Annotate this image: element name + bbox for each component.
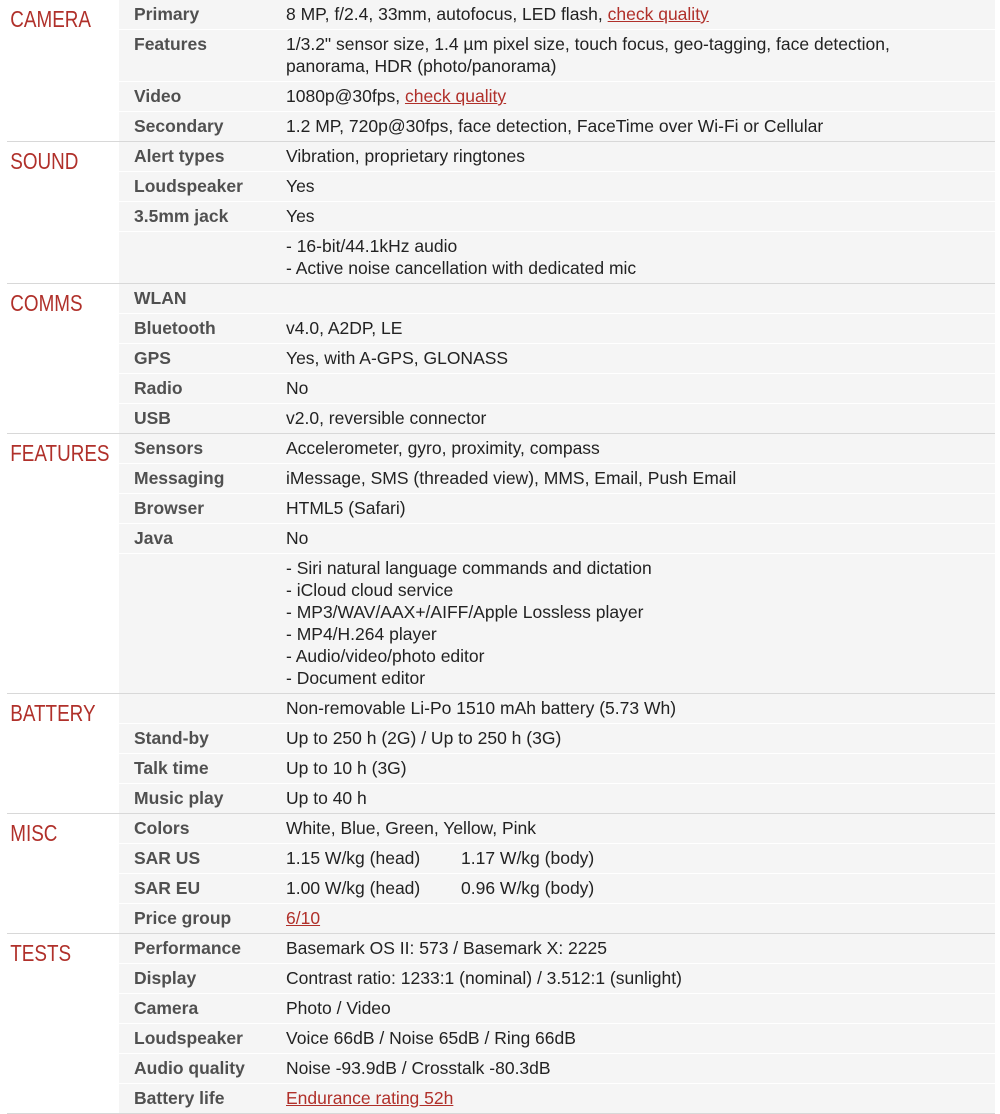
spec-section-tests: [7, 934, 995, 1114]
spec-row-talk-time: [119, 754, 995, 784]
section-rows: [119, 142, 995, 283]
spec-key: [119, 232, 271, 283]
spec-value: [271, 964, 995, 993]
spec-value-text: No: [286, 528, 309, 548]
6-10-link[interactable]: 6/10: [286, 908, 321, 928]
spec-row-sar-eu: [119, 874, 995, 904]
spec-key: Display: [134, 968, 197, 988]
spec-section-sound: [7, 142, 995, 284]
spec-value: [271, 284, 995, 313]
spec-section-battery: [7, 694, 995, 814]
spec-value-line: panorama, HDR (photo/panorama): [286, 56, 557, 76]
spec-value-text: 8 MP, f/2.4, 33mm, autofocus, LED flash,: [286, 4, 608, 24]
spec-key: Features: [134, 34, 207, 54]
spec-value-text: 1.2 MP, 720p@30fps, face detection, FaceTime over Wi-Fi or Cellular: [286, 116, 824, 136]
spec-value-text: Basemark OS II: 573 / Basemark X: 2225: [286, 938, 607, 958]
spec-value-text: Up to 250 h (2G) / Up to 250 h (3G): [286, 728, 562, 748]
spec-value: [271, 934, 995, 963]
spec-key: SAR US: [134, 848, 201, 868]
spec-value-line: 1/3.2" sensor size, 1.4 µm pixel size, touch focus, geo-tagging, face detection,: [286, 34, 890, 54]
spec-value: [271, 374, 995, 403]
spec-row-gps: [119, 344, 995, 374]
sar-body-value: 0.96 W/kg (body): [461, 878, 595, 898]
spec-value-text: Up to 40 h: [286, 788, 367, 808]
spec-value: [271, 1024, 995, 1053]
section-heading: FEATURES: [10, 440, 110, 466]
spec-value-text: Up to 10 h (3G): [286, 758, 407, 778]
spec-row-browser: [119, 494, 995, 524]
section-rows: [119, 934, 995, 1113]
section-rows: [119, 434, 995, 693]
spec-row-primary: [119, 0, 995, 30]
spec-row-3-5mm-jack: [119, 202, 995, 232]
spec-key: Primary: [134, 4, 200, 24]
section-rows: [119, 284, 995, 433]
spec-value: [271, 724, 995, 753]
spec-value-text: Contrast ratio: 1233:1 (nominal) / 3.512:1 (sunlight): [286, 968, 682, 988]
spec-row-note: [119, 694, 995, 724]
check-quality-link[interactable]: check quality: [607, 4, 709, 24]
spec-key: Battery life: [134, 1088, 225, 1108]
spec-value: [271, 434, 995, 463]
spec-value-text: Noise -93.9dB / Crosstalk -80.3dB: [286, 1058, 551, 1078]
spec-value: [271, 314, 995, 343]
spec-row-colors: [119, 814, 995, 844]
spec-value-text: Vibration, proprietary ringtones: [286, 146, 525, 166]
spec-key: Loudspeaker: [134, 1028, 243, 1048]
spec-key: Colors: [134, 818, 190, 838]
spec-section-comms: [7, 284, 995, 434]
spec-value-text: iMessage, SMS (threaded view), MMS, Email, Push Email: [286, 468, 737, 488]
spec-key: SAR EU: [134, 878, 201, 898]
section-heading: TESTS: [10, 940, 72, 966]
section-heading: SOUND: [10, 148, 79, 174]
spec-value-text: v2.0, reversible connector: [286, 408, 487, 428]
spec-key: USB: [134, 408, 171, 428]
spec-value: [271, 784, 995, 813]
spec-value: [271, 494, 995, 523]
spec-value: [271, 1084, 995, 1113]
sar-head-value: 1.00 W/kg (head): [286, 878, 421, 898]
spec-value: [271, 1054, 995, 1083]
spec-row-music-play: [119, 784, 995, 813]
spec-key: Radio: [134, 378, 183, 398]
spec-value-line: - 16-bit/44.1kHz audio: [286, 236, 458, 256]
spec-key: Alert types: [134, 146, 225, 166]
spec-row-audio-quality: [119, 1054, 995, 1084]
spec-row-price-group: [119, 904, 995, 933]
spec-key: Stand-by: [134, 728, 209, 748]
spec-key: Secondary: [134, 116, 224, 136]
section-heading: BATTERY: [10, 700, 96, 726]
spec-value: [271, 524, 995, 553]
spec-key: [119, 554, 271, 693]
spec-row-note: [119, 232, 995, 283]
spec-value: [271, 844, 995, 873]
spec-value-text: Non-removable Li-Po 1510 mAh battery (5.73 Wh): [286, 698, 677, 718]
spec-row-video: [119, 82, 995, 112]
spec-section-misc: [7, 814, 995, 934]
spec-value: [271, 694, 995, 723]
spec-value: [271, 904, 995, 933]
spec-value-line: - Document editor: [286, 668, 426, 688]
spec-row-sensors: [119, 434, 995, 464]
spec-value-text: Accelerometer, gyro, proximity, compass: [286, 438, 600, 458]
endurance-rating-52h-link[interactable]: Endurance rating 52h: [286, 1088, 454, 1108]
spec-value-text: No: [286, 378, 309, 398]
spec-value-text: 1080p@30fps,: [286, 86, 405, 106]
spec-key: Messaging: [134, 468, 225, 488]
spec-key: 3.5mm jack: [134, 206, 229, 226]
spec-value-line: - Audio/video/photo editor: [286, 646, 485, 666]
spec-key: Bluetooth: [134, 318, 216, 338]
spec-value-line: - iCloud cloud service: [286, 580, 454, 600]
spec-value-line: - MP4/H.264 player: [286, 624, 437, 644]
section-rows: [119, 814, 995, 933]
section-rows: [119, 0, 995, 141]
spec-row-usb: [119, 404, 995, 433]
spec-value: [271, 994, 995, 1023]
spec-value: [271, 112, 995, 141]
spec-row-display: [119, 964, 995, 994]
spec-value-text: Photo / Video: [286, 998, 391, 1018]
spec-key: Java: [134, 528, 173, 548]
spec-row-battery-life: [119, 1084, 995, 1113]
spec-row-features: [119, 30, 995, 82]
spec-row-camera: [119, 994, 995, 1024]
spec-row-note: [119, 554, 995, 693]
spec-key: Sensors: [134, 438, 204, 458]
spec-value: [271, 82, 995, 111]
spec-value-text: White, Blue, Green, Yellow, Pink: [286, 818, 536, 838]
spec-key: Music play: [134, 788, 224, 808]
spec-value: [271, 344, 995, 373]
spec-key: [119, 694, 271, 723]
spec-key: Audio quality: [134, 1058, 245, 1078]
section-heading: CAMERA: [10, 6, 91, 32]
spec-value: [271, 404, 995, 433]
spec-section-camera: [7, 0, 995, 142]
spec-value-text: Yes: [286, 206, 315, 226]
spec-row-alert-types: [119, 142, 995, 172]
spec-row-performance: [119, 934, 995, 964]
spec-value: [271, 0, 995, 29]
spec-row-sar-us: [119, 844, 995, 874]
spec-value: [271, 464, 995, 493]
sar-body-value: 1.17 W/kg (body): [461, 848, 595, 868]
spec-value-text: HTML5 (Safari): [286, 498, 406, 518]
spec-key: WLAN: [134, 288, 187, 308]
spec-key: Video: [134, 86, 182, 106]
spec-key: Camera: [134, 998, 199, 1018]
spec-row-java: [119, 524, 995, 554]
spec-row-messaging: [119, 464, 995, 494]
spec-key: Price group: [134, 908, 232, 928]
spec-value-line: - MP3/WAV/AAX+/AIFF/Apple Lossless player: [286, 602, 644, 622]
spec-row-radio: [119, 374, 995, 404]
spec-value-line: - Siri natural language commands and dictation: [286, 558, 652, 578]
spec-key: Browser: [134, 498, 205, 518]
spec-section-features: [7, 434, 995, 694]
spec-value: [271, 202, 995, 231]
specs-table: [7, 0, 995, 1114]
spec-row-loudspeaker: [119, 172, 995, 202]
section-heading: COMMS: [10, 290, 83, 316]
spec-row-secondary: [119, 112, 995, 141]
spec-value: [271, 30, 995, 81]
spec-row-stand-by: [119, 724, 995, 754]
spec-value: [271, 172, 995, 201]
spec-value: [271, 142, 995, 171]
spec-value-text: Yes: [286, 176, 315, 196]
spec-value: [271, 554, 995, 693]
section-heading: MISC: [10, 820, 58, 846]
spec-value-text: Yes, with A-GPS, GLONASS: [286, 348, 509, 368]
section-rows: [119, 694, 995, 813]
spec-value: [271, 232, 995, 283]
spec-row-bluetooth: [119, 314, 995, 344]
spec-row-loudspeaker: [119, 1024, 995, 1054]
spec-key: GPS: [134, 348, 171, 368]
spec-key: Talk time: [134, 758, 209, 778]
spec-key: Performance: [134, 938, 241, 958]
spec-value-line: - Active noise cancellation with dedicated mic: [286, 258, 637, 278]
spec-value-text: Voice 66dB / Noise 65dB / Ring 66dB: [286, 1028, 576, 1048]
spec-value: [271, 754, 995, 783]
spec-value: [271, 874, 995, 903]
spec-key: Loudspeaker: [134, 176, 243, 196]
spec-value-text: v4.0, A2DP, LE: [286, 318, 403, 338]
spec-row-wlan: [119, 284, 995, 314]
spec-value: [271, 814, 995, 843]
sar-head-value: 1.15 W/kg (head): [286, 848, 421, 868]
check-quality-link[interactable]: check quality: [404, 86, 507, 106]
